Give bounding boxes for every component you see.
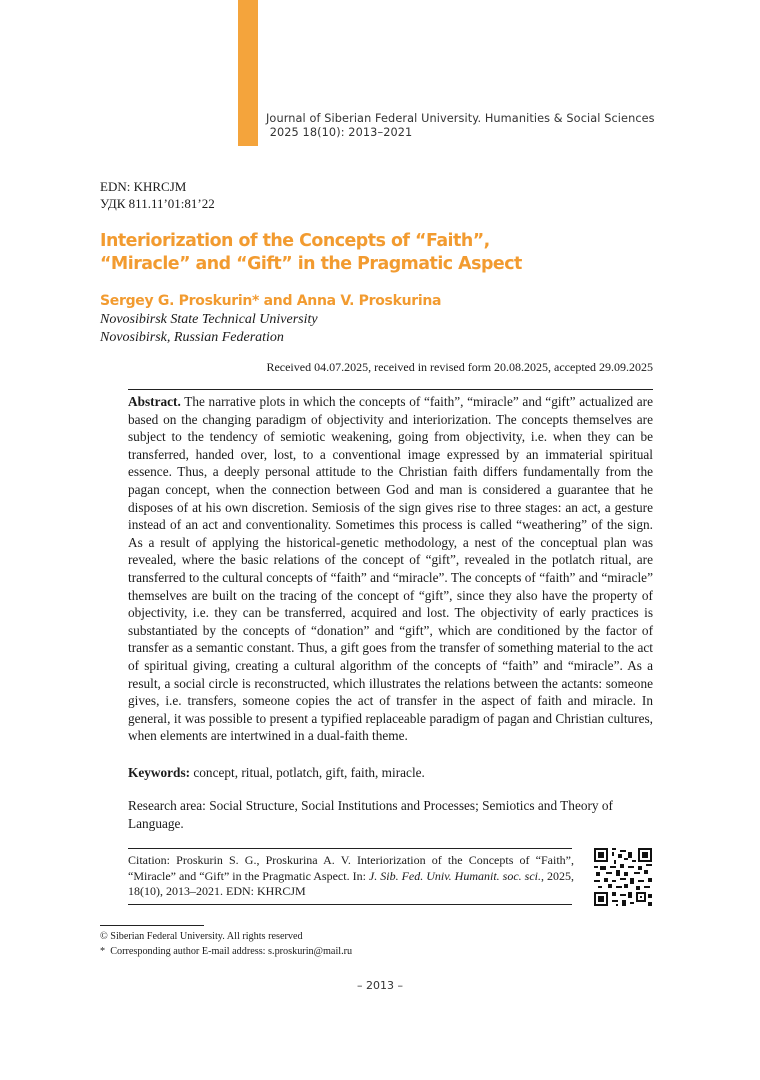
affiliation: [100, 311, 318, 346]
abstract-text: The narrative plots in which the concepts of “faith”, “miracle” and “gift” actualized are based on the changing paradigm of objectivity and interiorization. The concepts themselves are subject to the tendency of semiotic weakening, going from objectivity, i.e. when they can be transferred, handed over, lost, to a conventional image expressed by an immaterial spiritual essence. Thus, a deeply personal attitude to the Christian faith differs fundamentally from the pagan concept, when the connection between God and man is considered a guarantee that he disposes of at his own discretion. Semiosis of the sign gives rise to three stages: an act, a gesture instead of an act and conventionality. Sometimes this process is called “weathering” of the sign. As a result of applying the historical-genetic methodology, a nest of the conceptual plan was revealed, where the basic relations of the concept of “gift”, revealed in the potlatch ritual, are transferred to the cultural concepts of “faith” and “miracle”. The concepts of “faith” and “miracle” themselves are built on the tracing of the concept of “gift”, since they also have the property of objectivity, i.e. they can be transferred, acquired and lost. The objectivity of early practices is substantiated by the concepts of “donation” and “gift”, which are conditioned by the factor of transfer as a semantic constant. Thus, a gift goes from the transfer of something material to the act of spiritual giving, creating a cultural algorithm of the concepts of “faith” and “miracle”. As a result, a social circle is reconstructed, which illustrates the relations between the actants: someone gives, i.e. transfers, someone copies the act of transfer in the aspect of faith and miracle. In general, it was possible to present a typified replaceable paradigm of pagan and Christian cultures, when elements are intertwined in a dual-faith theme.: [128, 394, 653, 744]
footnotes: [100, 930, 352, 959]
copyright-note: © Siberian Federal University. All rights reserved: [100, 931, 303, 942]
received-dates: Received 04.07.2025, received in revised form 20.08.2025, accepted 29.09.2025: [266, 360, 653, 374]
title-line-2: “Miracle” and “Gift” in the Pragmatic Aspect: [100, 254, 522, 274]
keywords-label: Keywords:: [128, 765, 191, 780]
authors: Sergey G. Proskurin* and Anna V. Proskurina: [100, 293, 442, 309]
citation-journal: J. Sib. Fed. Univ. Humanit. soc. sci.: [368, 868, 541, 883]
abstract-label: Abstract.: [128, 394, 181, 409]
keywords: [128, 764, 653, 782]
affiliation-institution: Novosibirsk State Technical University: [100, 312, 318, 327]
citation-text: Citation: Proskurin S. G., Proskurina A. V. Interiorization of the Concepts of “Faith”, “Miracle” and “Gift” in the Pragmatic Aspect. In:: [128, 853, 574, 883]
journal-accent-bar: [238, 0, 258, 146]
citation-divider-bottom: [128, 904, 572, 905]
journal-issue: 2025 18(10): 2013–2021: [266, 126, 413, 139]
title-line-1: Interiorization of the Concepts of “Faith”,: [100, 231, 490, 251]
keywords-text: concept, ritual, potlatch, gift, faith, miracle.: [190, 765, 425, 780]
citation-details: , 2025, 18(10), 2013–2021. EDN: KHRCJM: [128, 868, 574, 898]
affiliation-location: Novosibirsk, Russian Federation: [100, 329, 284, 345]
article-meta: [100, 178, 215, 212]
edn-code: EDN: KHRCJM: [100, 179, 187, 194]
abstract-divider: [128, 389, 653, 390]
abstract: [128, 393, 653, 745]
page-number: – 2013 –: [357, 979, 403, 992]
journal-header: [266, 112, 655, 140]
citation: [128, 853, 574, 900]
udk-code: УДК 811.11’01:81’22: [100, 196, 215, 211]
corresponding-author-note: * Corresponding author E-mail address: s.proskurin@mail.ru: [100, 945, 353, 957]
research-area: Research area: Social Structure, Social Institutions and Processes; Semiotics and Theory of Language.: [128, 798, 613, 831]
journal-name: Journal of Siberian Federal University. Humanities & Social Sciences: [266, 112, 655, 125]
qr-code-icon[interactable]: [594, 848, 652, 906]
footnote-divider: [100, 925, 204, 926]
article-title: [100, 230, 640, 276]
citation-divider-top: [128, 848, 572, 849]
